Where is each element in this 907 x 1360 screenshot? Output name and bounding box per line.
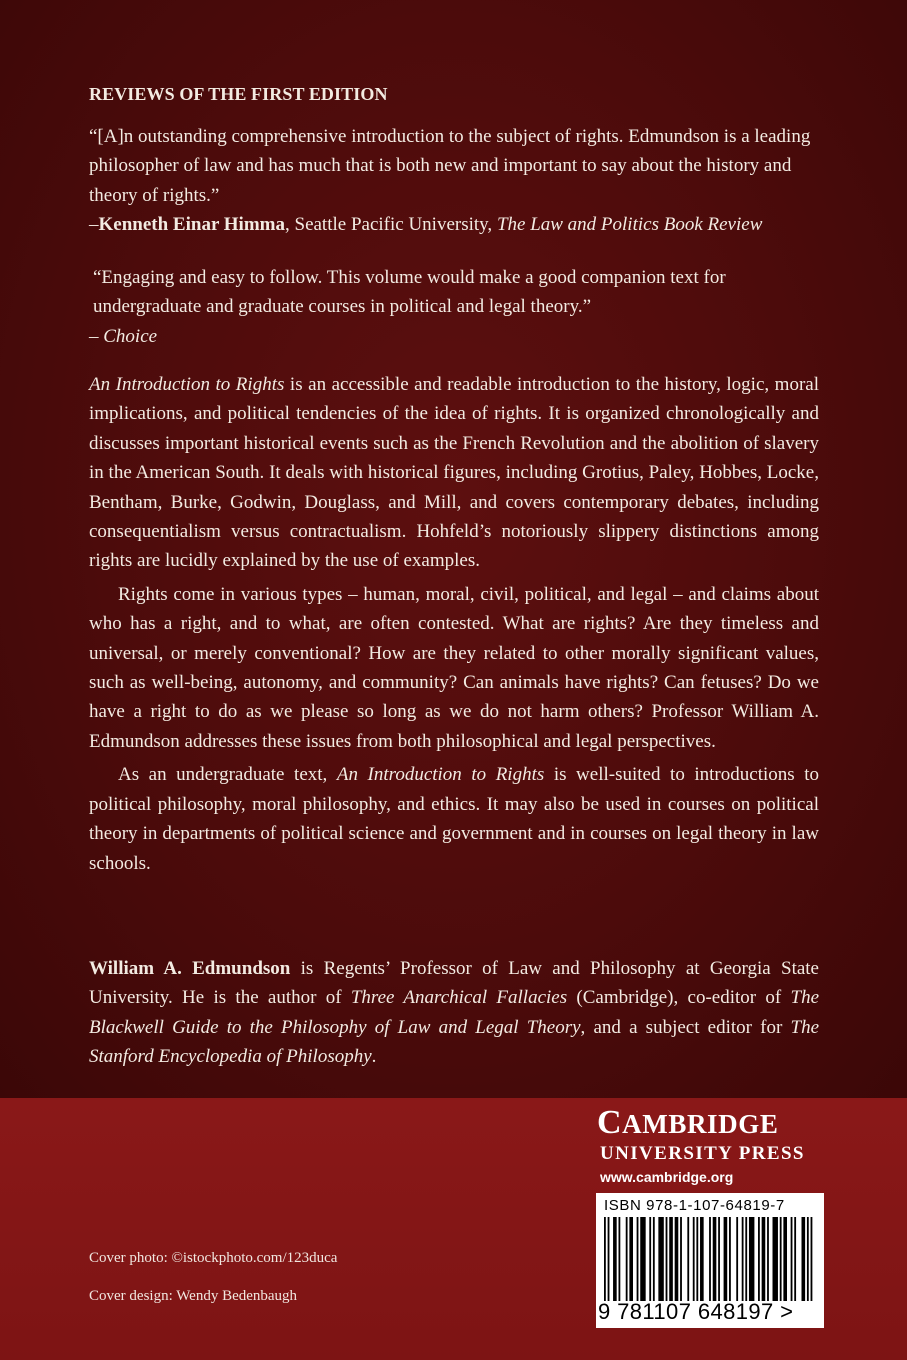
- barcode-bar: [637, 1217, 639, 1301]
- description-paragraph-2: Rights come in various types – human, moral, civil, political, and legal – and claims about who has a right, and to what, are often contested. What are rights? Are they timeless and universal, or merely conventional? How are they related to other morally significant values, such as well-being, autonomy, and community? Can animals have rights? Can fetuses? Do we have a right to do as we please so long as we do not harm others? Professor William A. Edmundson addresses these issues from both philosophical and legal perspectives.: [89, 583, 819, 752]
- description-paragraph-1: [89, 370, 819, 576]
- author-name: William A. Edmundson: [89, 958, 291, 979]
- author-bio-text-2: (Cambridge), co-editor of: [567, 987, 791, 1009]
- review-1: [89, 122, 819, 240]
- reviews-heading: REVIEWS OF THE FIRST EDITION: [89, 84, 388, 104]
- author-bio: [89, 954, 819, 1072]
- review-1-quote: “[A]n outstanding comprehensive introduction to the subject of rights. Edmundson is a leading philosopher of law and has much that is both new and important to say about the history and theory of rights.”: [89, 126, 811, 206]
- barcode-bar: [687, 1217, 689, 1301]
- publisher-logo: [597, 1104, 827, 1185]
- author-bio-text-4: .: [371, 1046, 377, 1068]
- description-paragraph-1-text: is an accessible and readable introduction to the history, logic, moral implications, and political tendencies of the idea of rights. It is organized chronologically and discusses important historical events such as the French Revolution and the abolition of slavery in the American South. It deals with historical figures, including Grotius, Paley, Hobbes, Locke, Bentham, Burke, Godwin, Douglass, and Mill, and covers contemporary debates, including consequentialism versus contractualism. Hohfeld’s notoriously slippery distinctions among rights are lucidly explained by the use of examples.: [89, 374, 819, 572]
- barcode-bar: [709, 1217, 711, 1301]
- review-1-attribution: [89, 210, 819, 239]
- barcode-bar: [713, 1217, 717, 1301]
- ean-digits: 9 781107 648197 >: [598, 1299, 794, 1324]
- barcode-bar: [608, 1217, 610, 1301]
- review-2-quote: “Engaging and easy to follow. This volume would make a good companion text for undergraduate and graduate courses in political and legal theory.”: [93, 267, 726, 318]
- book-title-mention: An Introduction to Rights: [89, 374, 285, 395]
- barcode-bar: [724, 1217, 728, 1301]
- author-book-2: The Blackwell Guide to the Philosophy of Law and Legal Theory: [89, 987, 820, 1038]
- barcode-bar: [640, 1217, 645, 1301]
- book-title-mention-2: An Introduction to Rights: [336, 764, 545, 786]
- barcode-bar: [619, 1217, 621, 1301]
- barcode-bar: [629, 1217, 633, 1301]
- review-2-attribution: [89, 322, 819, 351]
- description-paragraph-3: [89, 760, 819, 878]
- publisher-url: www.cambridge.org: [600, 1169, 734, 1185]
- barcode-bar: [767, 1217, 769, 1301]
- publisher-press: UNIVERSITY PRESS: [600, 1143, 805, 1164]
- barcode-bar: [718, 1217, 720, 1301]
- barcode-bar: [807, 1217, 809, 1301]
- barcode-bar: [729, 1217, 731, 1301]
- barcode-bar: [773, 1217, 778, 1301]
- barcode-bar: [745, 1217, 747, 1301]
- barcode-panel: [596, 1193, 824, 1328]
- barcode-bar: [680, 1217, 682, 1301]
- review-1-affiliation: , Seattle Pacific University,: [285, 214, 497, 236]
- barcode-bar: [696, 1217, 698, 1301]
- barcode-bar: [658, 1217, 663, 1301]
- cover-design-credit: Cover design: Wendy Bedenbaugh: [89, 1288, 298, 1304]
- barcode-bar: [653, 1217, 655, 1301]
- review-2-dash: –: [89, 325, 104, 347]
- barcode-bar: [693, 1217, 695, 1301]
- barcode-bar: [780, 1217, 782, 1301]
- author-bio-text-3: , and a subject editor for: [580, 1016, 791, 1038]
- barcode-bar: [666, 1217, 668, 1301]
- cover-photo-credit: Cover photo: ©istockphoto.com/123duca: [89, 1250, 338, 1266]
- publisher-name-initial: C: [597, 1104, 623, 1141]
- barcode-bar: [649, 1217, 651, 1301]
- barcode-bar: [604, 1217, 606, 1301]
- book-description: [89, 370, 819, 878]
- review-1-reviewer: Kenneth Einar Himma: [98, 214, 285, 236]
- barcode-bar: [700, 1217, 704, 1301]
- barcode-bar: [762, 1217, 766, 1301]
- author-book-3: The Stanford Encyclopedia of Philosophy: [89, 1016, 819, 1068]
- barcode-bar: [675, 1217, 679, 1301]
- review-2-source: Choice: [103, 325, 158, 347]
- barcode-bar: [669, 1217, 673, 1301]
- description-paragraph-3-post: is well-suited to introductions to political philosophy, moral philosophy, and ethics. It may also be used in courses on political theory in departments of political science and government and in courses on legal theory in law schools.: [89, 764, 819, 874]
- description-paragraph-3-pre: As an undergraduate text,: [118, 764, 337, 786]
- barcode-bar: [749, 1217, 754, 1301]
- review-1-publication: The Law and Politics Book Review: [496, 214, 763, 236]
- review-1-dash: –: [89, 214, 99, 236]
- barcode-bar: [736, 1217, 738, 1301]
- barcode-bar: [791, 1217, 793, 1301]
- review-2: [89, 263, 819, 351]
- publisher-name: [597, 1104, 827, 1143]
- barcode-icon: [604, 1217, 816, 1301]
- publisher-name-rest: AMBRIDGE: [622, 1109, 779, 1139]
- isbn-label: ISBN 978-1-107-64819-7: [604, 1197, 785, 1214]
- barcode-bar: [613, 1217, 617, 1301]
- barcode-bar: [794, 1217, 796, 1301]
- barcode-bar: [811, 1217, 813, 1301]
- barcode-bar: [626, 1217, 628, 1301]
- barcode-bar: [742, 1217, 744, 1301]
- barcode-bar: [783, 1217, 787, 1301]
- author-book-1: Three Anarchical Fallacies: [350, 987, 568, 1009]
- barcode-bar: [802, 1217, 806, 1301]
- barcode-bar: [758, 1217, 760, 1301]
- author-bio-text-1: is Regents’ Professor of Law and Philosophy at Georgia State University. He is the author of: [89, 958, 819, 1009]
